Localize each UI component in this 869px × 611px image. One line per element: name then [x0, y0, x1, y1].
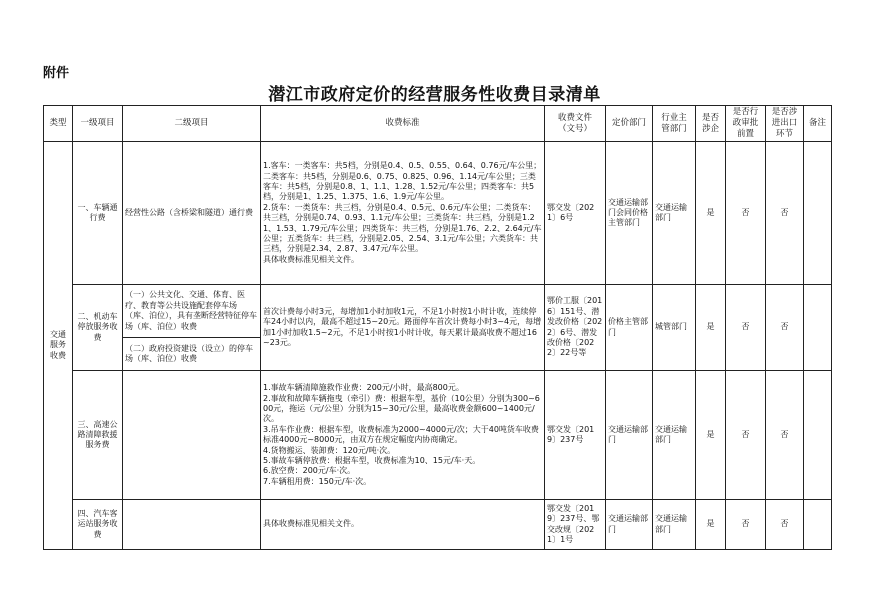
involves-enterprise-cell: 是 — [696, 371, 726, 500]
header-industry-dept: 行业主 管部门 — [653, 106, 696, 142]
header-admin-approval: 是否行 政审批 前置 — [726, 106, 766, 142]
document-title: 潜江市政府定价的经营服务性收费目录清单 — [268, 85, 601, 105]
admin-approval-cell: 否 — [726, 371, 766, 500]
header-remarks: 备注 — [804, 106, 832, 142]
industry-dept-cell: 交通运输部门 — [653, 500, 696, 550]
level1-cell: 一、车辆通行费 — [73, 142, 123, 285]
standard-line: 3.吊车作业费：根据车型，收费标准为2000~4000元/次；大于40吨货车收费标准4000元~8000元，由双方在规定幅度内协商确定。 — [263, 424, 539, 445]
standard-line: 7.车辆租用费：150元/车·次。 — [263, 476, 372, 486]
pricing-dept-cell: 价格主管部门 — [606, 285, 653, 371]
header-pricing-dept: 定价部门 — [606, 106, 653, 142]
standard-cell — [261, 371, 545, 500]
header-level2: 二级项目 — [123, 106, 261, 142]
pricing-dept-cell: 交通运输部门会同价格主管部门 — [606, 142, 653, 285]
header-standard: 收费标准 — [261, 106, 545, 142]
header-level1: 一级项目 — [73, 106, 123, 142]
table-row — [44, 142, 832, 285]
table-row — [44, 500, 832, 550]
document-cell: 鄂交发〔2019〕237号、鄂交改规〔2021〕1号 — [545, 500, 606, 550]
level1-cell: 二、机动车停放服务收费 — [73, 285, 123, 371]
remarks-cell — [804, 285, 832, 371]
industry-dept-cell: 交通运输部门 — [653, 142, 696, 285]
standard-line: 1.事故车辆清障施救作业费：200元/小时，最高800元。 — [263, 383, 464, 393]
standard-line: 2.事故和故障车辆拖曳（牵引）费：根据车型，基价（10公里）分别为300~600元，拖运（元/公里）分别为15~30元/公里，最高收费金额600~1400元/次。 — [263, 393, 540, 424]
level1-cell: 三、高速公路清障救援服务费 — [73, 371, 123, 500]
import-export-cell: 否 — [766, 371, 804, 500]
remarks-cell — [804, 142, 832, 285]
header-document: 收费文件 （文号） — [545, 106, 606, 142]
remarks-cell — [804, 500, 832, 550]
involves-enterprise-cell: 是 — [696, 500, 726, 550]
standard-line: 4.货物搬运、装卸费：120元/吨·次。 — [263, 445, 396, 455]
header-import-export: 是否涉 进出口 环节 — [766, 106, 804, 142]
standard-line: 1.客车：一类客车：共5档，分别是0.4、0.5、0.55、0.64、0.76元/车公里；二类客车：共5档，分别是0.6、0.75、0.825、0.96、1.14元/车公里；三类客车：共5档，分别是0.8、1、1.1、1.28、1.52元/车公里；四类客车：共5档，分别是1、1.25、1.375、1.6、1.9元/车公里。 — [263, 161, 542, 202]
standard-line: 具体收费标准见相关文件。 — [263, 254, 359, 264]
standard-line: 6.放空费：200元/车·次。 — [263, 466, 356, 476]
standard-cell: 具体收费标准见相关文件。 — [261, 500, 545, 550]
standard-cell: 首次计费每小时3元，每增加1小时加收1元，不足1小时按1小时计收，连续停车24小时以内，最高不超过15~20元。路面停车首次计费每小时3~4元，每增加1小时加收1.5~2元，不足1小时按1小时计收，每天累计最高收费不超过16~23元。 — [261, 285, 545, 371]
level2-cell — [123, 371, 261, 500]
involves-enterprise-cell: 是 — [696, 142, 726, 285]
header-type: 类型 — [44, 106, 73, 142]
level2-cell — [123, 500, 261, 550]
admin-approval-cell: 否 — [726, 285, 766, 371]
document-cell: 鄂交发〔2019〕237号 — [545, 371, 606, 500]
remarks-cell — [804, 371, 832, 500]
import-export-cell: 否 — [766, 285, 804, 371]
document-cell: 鄂价工服〔2016〕151号、潜发改价格〔2022〕6号、潜发改价格〔2022〕22号等 — [545, 285, 606, 371]
import-export-cell: 否 — [766, 500, 804, 550]
standard-line: 5.事故车辆停放费：根据车型，收费标准为10、15元/车·天。 — [263, 455, 481, 465]
involves-enterprise-cell: 是 — [696, 285, 726, 371]
admin-approval-cell: 否 — [726, 142, 766, 285]
level2-cell: 经营性公路（含桥梁和隧道）通行费 — [123, 142, 261, 285]
attachment-label: 附件 — [43, 66, 70, 81]
level2-cell: （一）公共文化、交通、体育、医疗、教育等公共设施配套停车场（库、泊位），具有垄断经营特征停车场（库、泊位）收费 — [123, 285, 261, 338]
table-header-row — [44, 106, 832, 142]
industry-dept-cell: 城管部门 — [653, 285, 696, 371]
header-involves-enterprise: 是否 涉企 — [696, 106, 726, 142]
level2-cell: （二）政府投资建设（设立）的停车场（库、泊位）收费 — [123, 338, 261, 371]
standard-cell — [261, 142, 545, 285]
fee-catalog-table — [43, 105, 832, 550]
import-export-cell: 否 — [766, 142, 804, 285]
industry-dept-cell: 交通运输部门 — [653, 371, 696, 500]
table-row — [44, 371, 832, 500]
standard-line: 2.货车：一类货车：共三档，分别是0.4、0.5元、0.6元/车公里；二类货车：共三档，分别是0.74、0.93、1.1元/车公里；三类货车：共三档，分别是1.21、1.53、1.79元/车公里；四类货车：共三档，分别是1.76、2.2、2.64元/车公里；五类货车：共三档，分别是2.05、2.54、3.1元/车公里；六类货车：共三档，分别是2.34、2.87、3.47元/车公里。 — [263, 202, 542, 254]
table-row — [44, 285, 832, 338]
admin-approval-cell: 否 — [726, 500, 766, 550]
category-cell: 交通 服务 收费 — [44, 142, 73, 550]
pricing-dept-cell: 交通运输部门 — [606, 500, 653, 550]
document-cell: 鄂交发〔2021〕6号 — [545, 142, 606, 285]
pricing-dept-cell: 交通运输部门 — [606, 371, 653, 500]
level1-cell: 四、汽车客运站服务收费 — [73, 500, 123, 550]
